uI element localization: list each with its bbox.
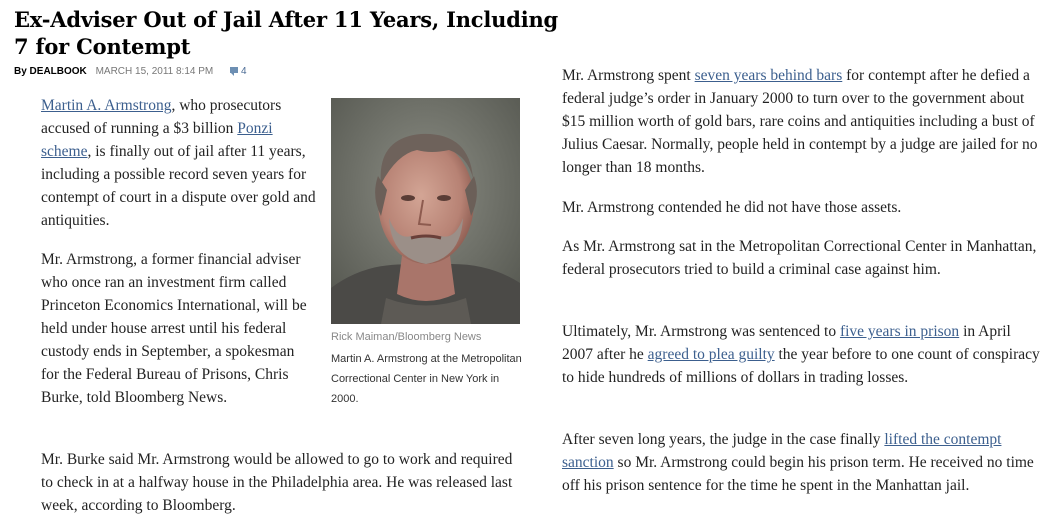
paragraph-8 <box>562 428 1042 497</box>
link-seven-years-behind-bars[interactable]: seven years behind bars <box>694 67 843 84</box>
paragraph-2: Mr. Armstrong, a former financial adviser who once ran an investment firm called Princeton Economics International, will be held under house arrest until his federal custody ends in September, a spokesman for the Federal Bureau of Prisons, Chris Burke, told Bloomberg News. <box>41 251 307 406</box>
article-headline: Ex-Adviser Out of Jail After 11 Years, Including 7 for Contempt <box>14 7 559 59</box>
paragraph-7-text-a: Ultimately, Mr. Armstrong was sentenced to <box>562 323 840 340</box>
link-agreed-to-plea-guilty[interactable]: agreed to plea guilty <box>647 346 775 363</box>
paragraph-4 <box>562 64 1042 179</box>
photo-credit: Rick Maiman/Bloomberg News <box>331 331 482 343</box>
byline <box>14 66 247 78</box>
paragraph-1 <box>41 94 326 232</box>
article-photo <box>331 98 520 324</box>
paragraph-5: Mr. Armstrong contended he did not have those assets. <box>562 199 902 216</box>
paragraph-4-text-a: Mr. Armstrong spent <box>562 67 695 84</box>
paragraph-7-text-b: in April 2007 after he <box>562 323 1011 363</box>
comments-link[interactable] <box>230 66 247 77</box>
portrait-image <box>331 98 520 324</box>
paragraph-4-text-b: for contempt after he defied a federal judge’s order in January 2000 to turn over to the government about $15 million worth of gold bars, rare coins and antiquities including a bust of Julius Caesar. Normally, people held in contempt by a judge are jailed for no longer than 18 months. <box>562 67 1038 176</box>
paragraph-1-text-b: , is finally out of jail after 11 years, including a possible record seven years for contempt of court in a dispute over gold and antiquities. <box>41 143 316 229</box>
paragraph-6: As Mr. Armstrong sat in the Metropolitan Correctional Center in Manhattan, federal prosecutors tried to build a criminal case against him. <box>562 238 1037 278</box>
byline-author[interactable]: By DEALBOOK <box>14 66 87 77</box>
paragraph-3: Mr. Burke said Mr. Armstrong would be allowed to go to work and required to check in at a halfway house in the Philadelphia area. He was released last week, according to Bloomberg. <box>41 451 513 514</box>
photo-caption: Martin A. Armstrong at the Metropolitan Correctional Center in New York in 2000. <box>331 353 522 405</box>
paragraph-8-text-a: After seven long years, the judge in the case finally <box>562 431 885 448</box>
paragraph-1-text-a: , who prosecutors accused of running a $3 billion <box>41 97 282 137</box>
link-martin-armstrong[interactable]: Martin A. Armstrong <box>41 97 172 114</box>
link-five-years-in-prison[interactable]: five years in prison <box>839 323 960 340</box>
paragraph-7 <box>562 320 1042 389</box>
byline-date: MARCH 15, 2011 8:14 PM <box>95 66 214 77</box>
paragraph-8-text-b: so Mr. Armstrong could begin his prison term. He received no time off his prison sentence for the time he spent in the Manhattan jail. <box>562 454 1034 494</box>
link-lifted-contempt-sanction[interactable]: lifted the contempt sanction <box>562 431 1002 471</box>
comment-count: 4 <box>241 66 247 77</box>
comment-bubble-icon <box>230 67 238 73</box>
paragraph-7-text-c: the year before to one count of conspiracy to hide hundreds of millions of dollars in trading losses. <box>562 346 1040 386</box>
link-ponzi-scheme[interactable]: Ponzi scheme <box>41 120 273 160</box>
